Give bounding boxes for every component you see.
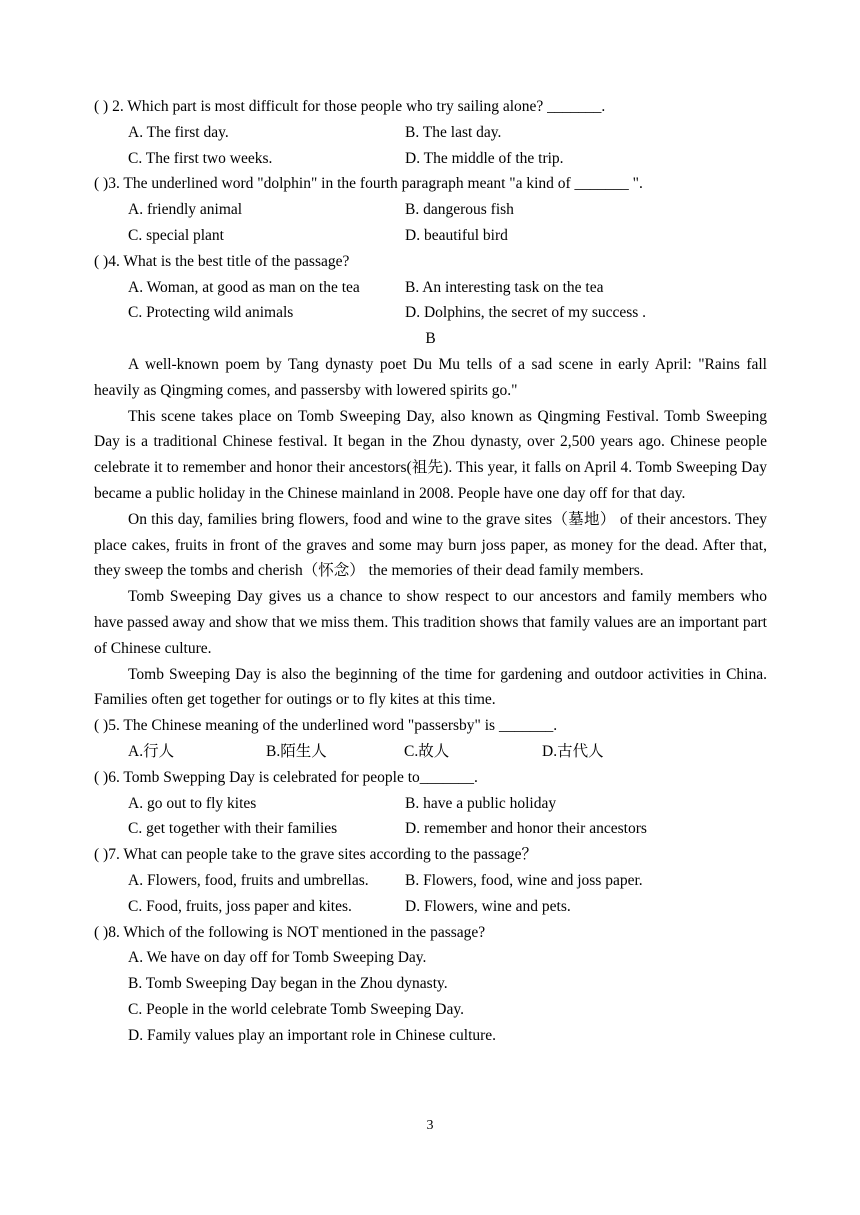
question-2-option-a: A. The first day.	[128, 123, 229, 141]
question-2-option-d: D. The middle of the trip.	[405, 149, 564, 167]
question-2-option-c: C. The first two weeks.	[128, 149, 273, 167]
question-8-option-b: B. Tomb Sweeping Day began in the Zhou dynasty.	[128, 975, 448, 993]
question-8-stem: ( )8. Which of the following is NOT mentioned in the passage?	[94, 923, 486, 941]
question-4-stem: ( )4. What is the best title of the passage?	[94, 252, 350, 270]
passage-paragraph-2: This scene takes place on Tomb Sweeping Day, also known as Qingming Festival. Tomb Sweeping Day is a traditional Chinese festival. It began in the Zhou dynasty, over 2,500 years ago. Chinese people celebrate it to remember and honor their ancestors(祖先). This year, it falls on April 4. Tomb Sweeping Day became a public holiday in the Chinese mainland in 2008. People have one day off for that day.	[94, 407, 767, 502]
question-5-option-a: A.行人	[128, 742, 175, 760]
question-3-option-b: B. dangerous fish	[405, 201, 514, 219]
passage-paragraph-1: A well-known poem by Tang dynasty poet Du Mu tells of a sad scene in early April: "Rains fall heavily as Qingming comes, and passersby with lowered spirits go."	[94, 355, 767, 399]
question-3-options-row1	[94, 197, 767, 223]
question-3-option-d: D. beautiful bird	[405, 226, 508, 244]
question-5-option-b: B.陌生人	[266, 742, 327, 760]
question-7-stem: ( )7. What can people take to the grave sites according to the passage？	[94, 846, 538, 864]
question-7-options-row1	[94, 868, 767, 894]
passage-paragraph-3: On this day, families bring flowers, food and wine to the grave sites（墓地） of their ancestors. They place cakes, fruits in front of the graves and some may burn joss paper, as money for the dead. After that, they sweep the tombs and cherish（怀念） the memories of their dead family members.	[94, 510, 767, 580]
question-2-option-b: B. The last day.	[405, 123, 502, 141]
section-b-heading: B	[425, 330, 436, 348]
question-5-option-d: D.古代人	[542, 742, 604, 760]
question-4-options-row2	[94, 300, 767, 326]
question-7-options-row2	[94, 894, 767, 920]
question-6-option-d: D. remember and honor their ancestors	[405, 820, 647, 838]
page-number: 3	[426, 1118, 434, 1133]
question-6-options-row1	[94, 791, 767, 817]
question-7-option-b: B. Flowers, food, wine and joss paper.	[405, 871, 643, 889]
question-5-options-row	[94, 739, 767, 765]
question-2-options-row2	[94, 146, 767, 172]
question-5-stem: ( )5. The Chinese meaning of the underlined word "passersby" is _______.	[94, 717, 558, 735]
question-4-option-c: C. Protecting wild animals	[128, 304, 294, 322]
question-6-option-c: C. get together with their families	[128, 820, 338, 838]
question-4-option-b: B. An interesting task on the tea	[405, 278, 604, 296]
question-3-option-a: A. friendly animal	[128, 201, 243, 219]
question-3-stem: ( )3. The underlined word "dolphin" in the fourth paragraph meant "a kind of _______ ".	[94, 175, 643, 193]
question-7-option-c: C. Food, fruits, joss paper and kites.	[128, 897, 352, 915]
question-6-options-row2	[94, 816, 767, 842]
question-2-options-row1	[94, 120, 767, 146]
question-8-option-c: C. People in the world celebrate Tomb Sweeping Day.	[128, 1000, 464, 1018]
question-4-option-d: D. Dolphins, the secret of my success .	[405, 304, 647, 322]
question-6-option-b: B. have a public holiday	[405, 794, 557, 812]
passage-paragraph-5: Tomb Sweeping Day is also the beginning of the time for gardening and outdoor activities in China. Families often get together for outings or to fly kites at this time.	[94, 665, 767, 709]
question-3-options-row2	[94, 223, 767, 249]
question-6-stem: ( )6. Tomb Swepping Day is celebrated for people to_______.	[94, 768, 478, 786]
question-8-option-a: A. We have on day off for Tomb Sweeping Day.	[128, 949, 427, 967]
question-2-stem: ( ) 2. Which part is most difficult for those people who try sailing alone? _______.	[94, 98, 606, 115]
question-4-options-row1	[94, 275, 767, 301]
passage-paragraph-4: Tomb Sweeping Day gives us a chance to show respect to our ancestors and family members who have passed away and show that we miss them. This tradition shows that family values are an important part of Chinese culture.	[94, 588, 767, 657]
question-7-option-a: A. Flowers, food, fruits and umbrellas.	[128, 871, 369, 889]
question-3-option-c: C. special plant	[128, 226, 224, 244]
question-5-option-c: C.故人	[404, 742, 450, 760]
worksheet-page	[94, 94, 767, 1048]
question-4-option-a: A. Woman, at good as man on the tea	[128, 278, 360, 296]
question-6-option-a: A. go out to fly kites	[128, 794, 257, 812]
question-7-option-d: D. Flowers, wine and pets.	[405, 897, 571, 915]
question-8-option-d: D. Family values play an important role in Chinese culture.	[128, 1026, 497, 1044]
